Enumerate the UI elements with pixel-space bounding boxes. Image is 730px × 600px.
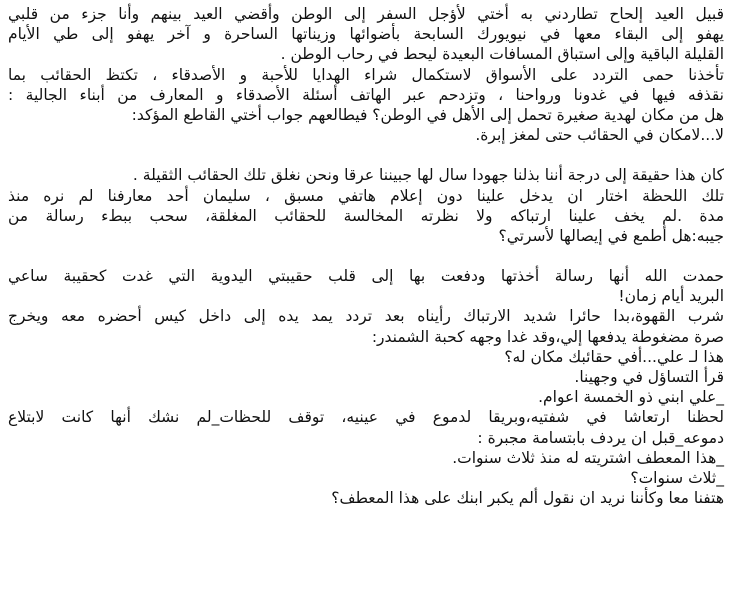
- text-line: لحظنا ارتعاشا في شفتيه،وبريقا لدموع في عينيه، توقف للحظات_لم نشك أنها كانت لابتلاع: [8, 408, 724, 427]
- text-line: مدة .لم يخف علينا ارتباكه ولا نظرته المخالسة للحقائب المغلقة، سحب ببطء رسالة من: [8, 206, 724, 225]
- text-line: يهفو إلى البقاء معها في نيويورك السابحة بأضوائها وزيناتها الساحرة و آخر يهفو إلى طي الأيام: [8, 25, 724, 44]
- text-line: هذا لـ علي...أفي حقائبك مكان له؟: [504, 347, 724, 366]
- text-line: البريد أيام زمان!: [618, 287, 724, 306]
- text-line: القليلة الباقية وإلى استباق المسافات البعيدة ليحط في رحاب الوطن .: [280, 45, 724, 64]
- text-line: _ثلاث سنوات؟: [630, 468, 724, 487]
- paragraph-1: [8, 4, 724, 145]
- text-line: تلك اللحظة اختار ان يدخل علينا دون إعلام هاتفي مسبق ، سليمان أحد معارفنا لم نره منذ: [8, 186, 724, 205]
- paragraph-gap: [8, 246, 724, 266]
- text-line: دموعه_قبل ان يردف بابتسامة مجبرة :: [477, 428, 724, 447]
- text-line: تأخذنا حمى التردد على الأسواق لاستكمال شراء الهدايا للأحبة و الأصدقاء ، تكتظ الحقائب بما: [8, 65, 724, 84]
- text-line: صرة مضغوطة يدفعها إلي،وقد غدا وجهه كحبة الشمندر:: [371, 327, 724, 346]
- paragraph-gap: [8, 145, 724, 165]
- text-line: نقذفه فيها في غدونا ورواحنا ، وتزدحم عبر الهاتف أسئلة الأصدقاء و المعارف من أبناء الجالية :: [8, 85, 724, 104]
- text-line: لا...لامكان في الحقائب حتى لمغز إبرة.: [475, 126, 724, 145]
- paragraph-3: [8, 266, 724, 508]
- text-line: جيبه:هل أطمع في إيصالها لأسرتي؟: [498, 226, 724, 245]
- text-line: _هذا المعطف اشتريته له منذ ثلاث سنوات.: [452, 448, 724, 467]
- text-line: _علي ابني ذو الخمسة اعوام.: [538, 388, 724, 407]
- text-line: حمدت الله أنها رسالة أخذتها ودفعت بها إلى قلب حقيبتي اليدوية التي غدت كحقيبة ساعي: [8, 267, 724, 286]
- text-line: قرأ التساؤل في وجهينا.: [574, 368, 724, 386]
- document-body: [8, 4, 724, 508]
- text-line: قبيل العيد إلحاح تطاردني به أختي لأؤجل السفر إلى الوطن وأقضي العيد بينهم وأنا جزء من قلبي: [8, 5, 724, 23]
- text-line: شرب القهوة،بدا حائرا شديد الارتباك رأيناه بعد تردد يمد يده إلى داخل كيس أحضره معه ويخرج: [8, 307, 724, 326]
- text-line: كان هذا حقيقة إلى درجة أننا بذلنا جهودا سال لها جبيننا عرقا ونحن نغلق تلك الحقائب الثقيلة .: [132, 166, 724, 185]
- text-line: هتفنا معا وكأننا نريد ان نقول ألم يكبر ابنك على هذا المعطف؟: [331, 489, 724, 508]
- paragraph-2: [8, 165, 724, 246]
- text-line: هل من مكان لهدية صغيرة تحمل إلى الأهل في الوطن؟ فيطالعهم جواب أختي القاطع المؤكد:: [131, 105, 724, 124]
